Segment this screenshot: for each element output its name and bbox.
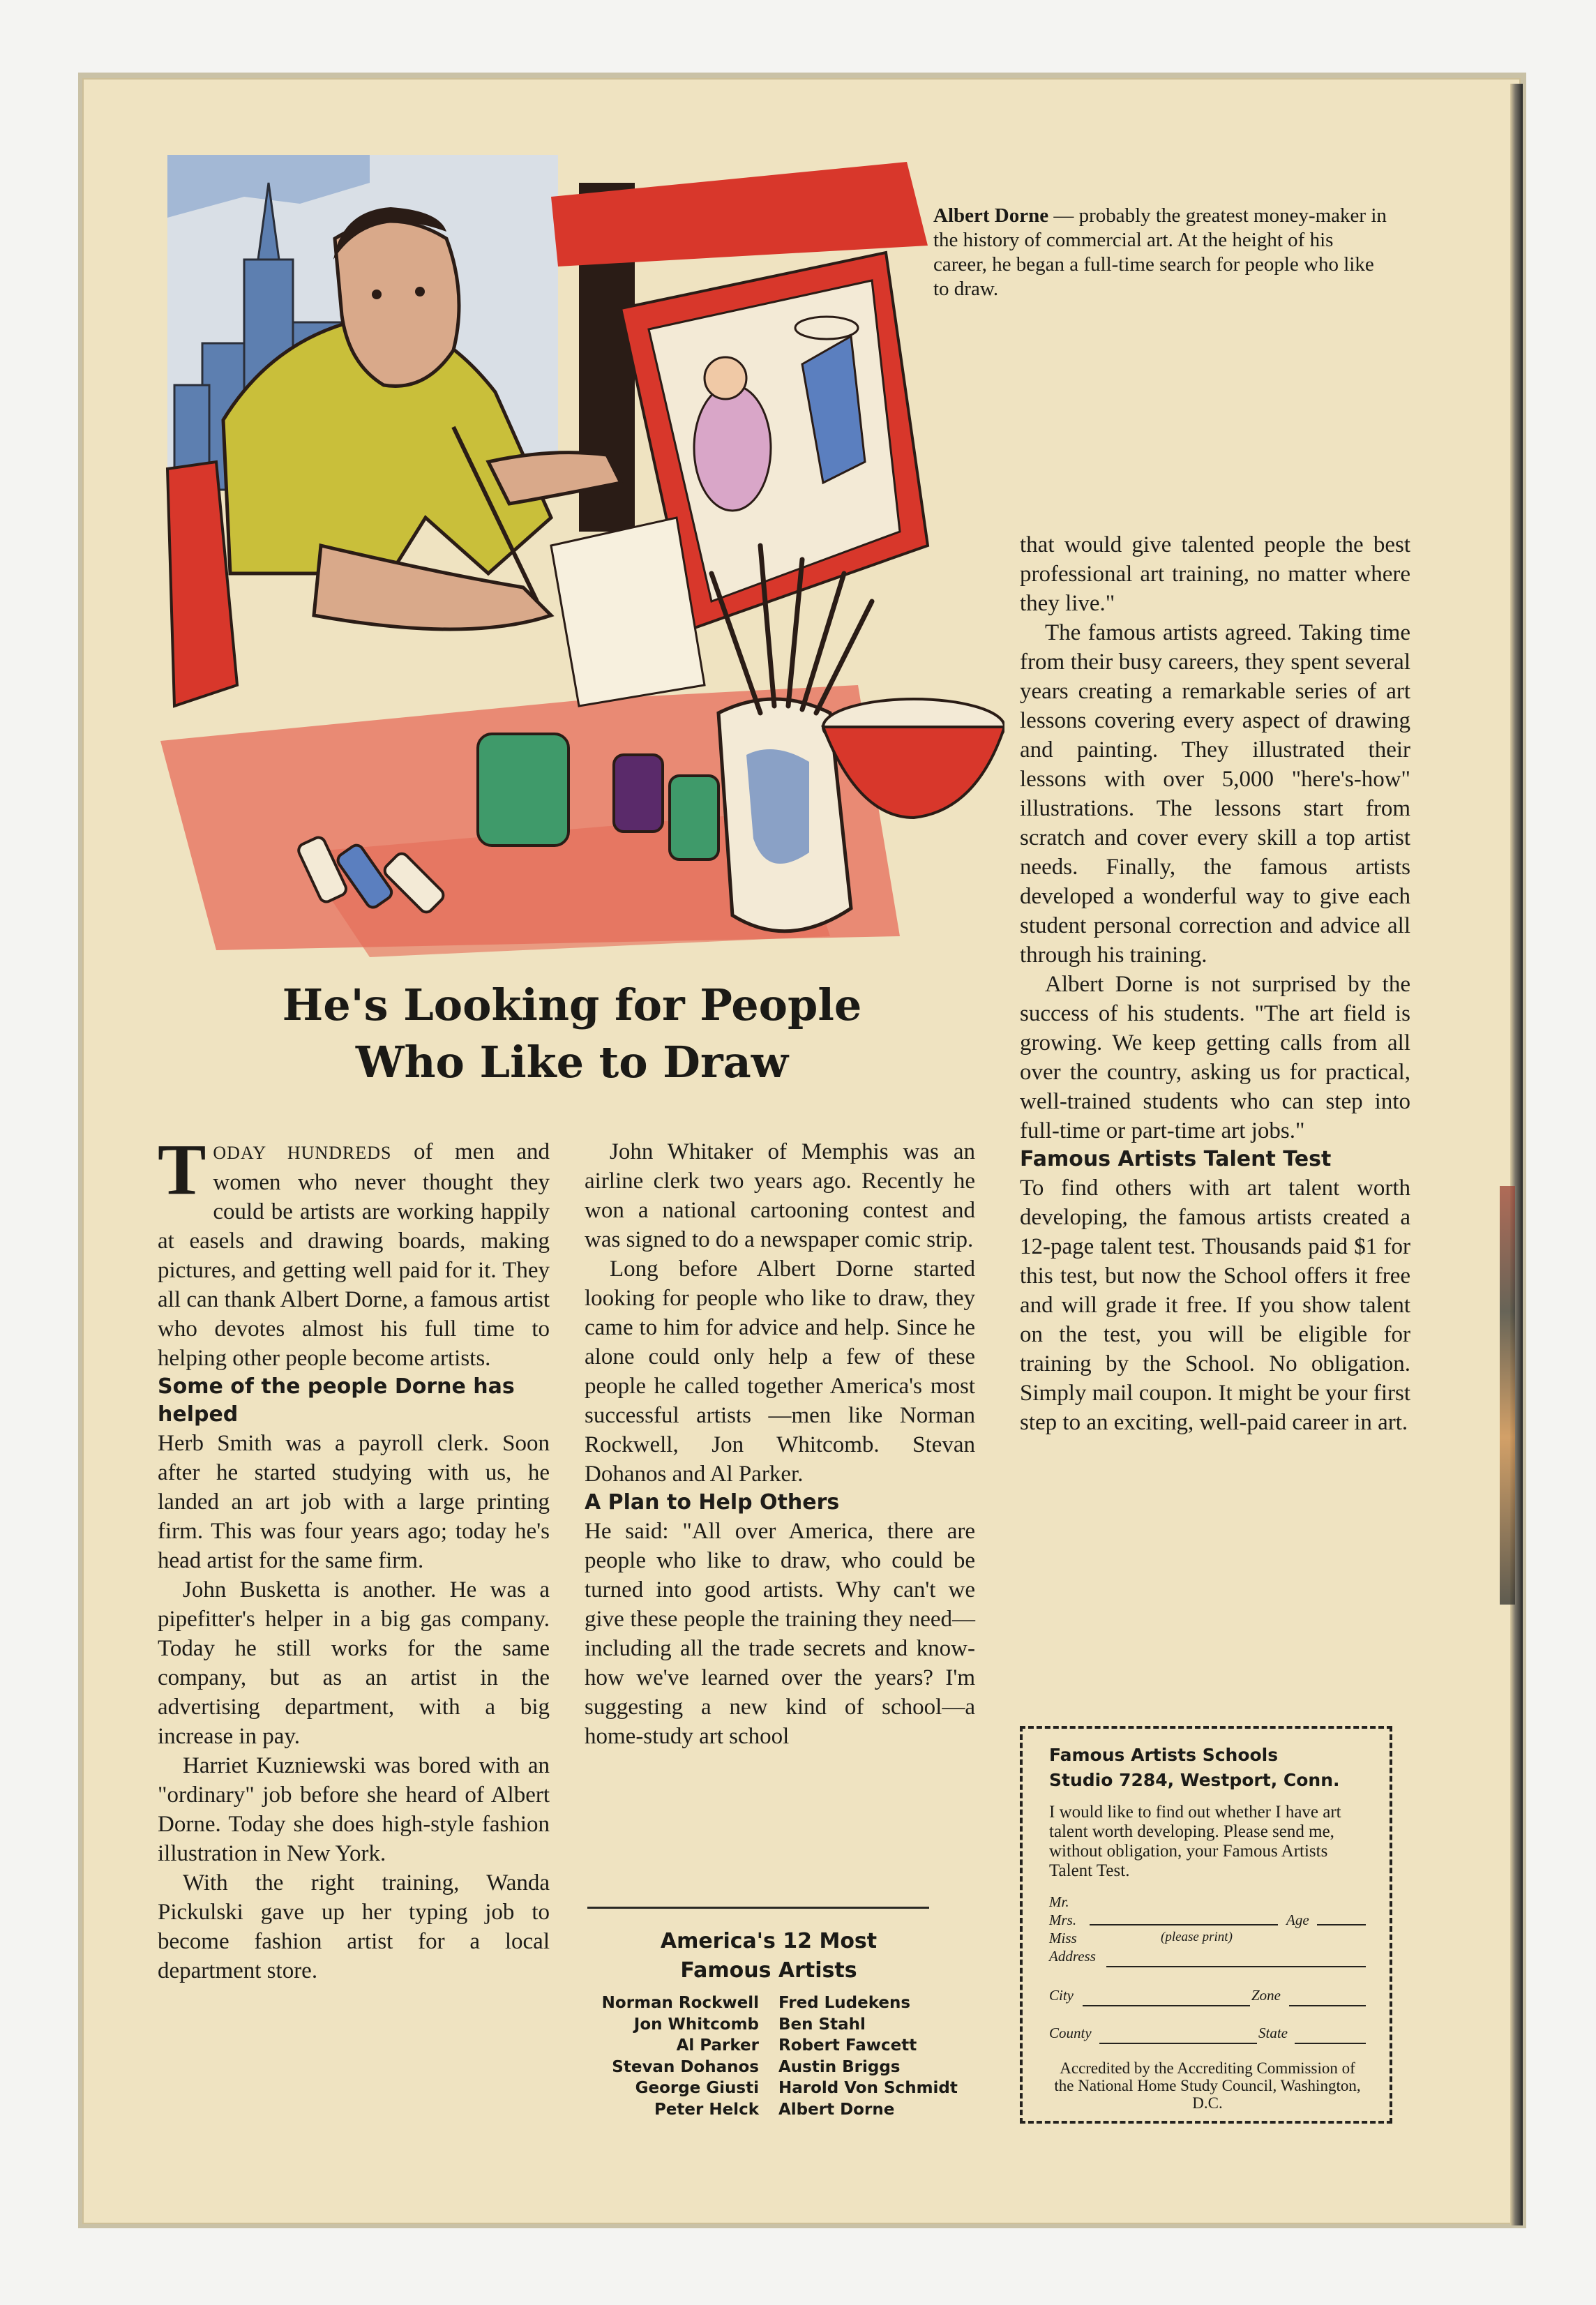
city-line[interactable] [1083, 2005, 1250, 2006]
artist-name: Norman Rockwell [601, 1994, 759, 2012]
artist-names [573, 1992, 964, 2120]
artist-name: Al Parker [676, 2036, 759, 2055]
article-column-3 [1020, 530, 1410, 1437]
headline-line-2: Who Like to Draw [355, 1037, 789, 1088]
coupon-field-miss [1049, 1930, 1366, 1948]
paragraph-harriet-kuzniewski: Harriet Kuzniewski was bored with an "ordinary" job before she heard of Albert Dorne. Today she does high-style fashion illustration in New York. [158, 1753, 550, 1866]
state-line[interactable] [1295, 2043, 1366, 2044]
paragraph-herb-smith: Herb Smith was a payroll clerk. Soon after he started studying with us, he landed an art job with a large printing firm. This was four years ago; today he's head artist for the same firm. [158, 1431, 550, 1573]
coupon-request-text: I would like to find out whether I have art talent worth developing. Please send me, without obligation, your Famous Artists Talent Test. [1049, 1803, 1341, 1880]
artist-name: Austin Briggs [778, 2057, 901, 2076]
artist-name: Harold Von Schmidt [778, 2079, 958, 2097]
page-edge [1510, 84, 1523, 2225]
article-column-1 [158, 1129, 550, 1985]
famous-artists-title [573, 1927, 964, 1985]
coupon-field-county[interactable] [1049, 2025, 1366, 2048]
coupon-header [1049, 1743, 1366, 1793]
headline-line-1: He's Looking for People [282, 979, 862, 1030]
label-state: State [1258, 2025, 1288, 2041]
paragraph-john-busketta: John Busketta is another. He was a pipefitter's helper in a big gas company. Today he still works for the same company, but as an artist in the advertising department, with a big increase in pay. [158, 1577, 550, 1749]
county-line[interactable] [1099, 2043, 1257, 2044]
caption-name: Albert Dorne [933, 204, 1049, 227]
artist-name: Peter Helck [654, 2100, 759, 2119]
paragraph-lessons: The famous artists agreed. Taking time from their busy careers, they spent several years creating a remarkable series of art lessons covering every aspect of drawing and painting. They illustrated their lessons with over 5,000 "here's-how" illustrations. The lessons start from scratch and cover every skill a top artist needs. Finally, the famous artists developed a wonderful way to give each student personal correction and advice all through his training. [1020, 620, 1410, 968]
subhead-plan: A Plan to Help Others [585, 1490, 840, 1515]
label-mr: Mr. [1049, 1893, 1069, 1910]
mail-in-coupon[interactable] [1020, 1726, 1392, 2124]
artist-name: Albert Dorne [778, 2100, 895, 2119]
famous-artists-title-line-2: Famous Artists [680, 1958, 857, 1983]
headline [209, 977, 935, 1091]
artist-name: Fred Ludekens [778, 1994, 911, 2012]
coupon-school-name: Famous Artists Schools [1049, 1745, 1279, 1765]
famous-artists-title-line-1: America's 12 Most [660, 1929, 878, 1953]
lead-caps: ODAY HUNDREDS [213, 1143, 392, 1163]
artist-name: Ben Stahl [778, 2015, 866, 2034]
artist-name: Jon Whitcomb [633, 2015, 759, 2034]
subhead-people-helped: Some of the people Dorne has helped [158, 1374, 515, 1427]
label-zone: Zone [1251, 1987, 1281, 2004]
label-city: City [1049, 1987, 1074, 2004]
label-mrs: Mrs. [1049, 1912, 1077, 1928]
coupon-field-mrs[interactable] [1049, 1912, 1366, 1930]
label-please-print: (please print) [1161, 1930, 1233, 1944]
drop-cap: T [158, 1129, 206, 1210]
paragraph-talent-test: To find others with art talent worth developing, the famous artists created a 12-page talent test. Thousands paid $1 for this test, but now the School offers it free and will grade it free. If you show talent on the test, you will be eligible for training by the School. No obligation. Simply mail coupon. It might be your first step to an exciting, well-paid career in art. [1020, 1176, 1410, 1435]
paragraph-plan: He said: "All over America, there are people who like to draw, who could be turned into good artists. Why can't we give these people the training they need—including all the trade secrets and know-how we've learned over the years? I'm suggesting a new kind of school—a home-study art school [585, 1519, 975, 1749]
illustration-caption [933, 204, 1387, 301]
paragraph-success: Albert Dorne is not surprised by the success of his students. "The art field is growing. We keep getting calls from all over the country, asking us for practical, well-trained students who can step into full-time or part-time art jobs." [1020, 972, 1410, 1143]
coupon-accreditation: Accredited by the Accrediting Commission of the National Home Study Council, Washington, D.C. [1054, 2059, 1361, 2112]
albert-dorne-illustration [160, 155, 1004, 992]
subhead-talent-test: Famous Artists Talent Test [1020, 1147, 1332, 1171]
address-line[interactable] [1106, 1966, 1366, 1967]
label-address: Address [1049, 1948, 1096, 1965]
paragraph-dorne-search: Long before Albert Dorne started looking for people who like to draw, they came to him for advice and help. Since he alone could only help a few of these people he called together America's most successful artists —men like Norman Rockwell, Jon Whitcomb. Stevan Dohanos and Al Parker. [585, 1256, 975, 1487]
intro-paragraph [158, 1129, 550, 1373]
name-line[interactable] [1090, 1924, 1278, 1925]
article-column-2 [585, 1137, 975, 1751]
adjacent-page-sliver [1500, 1186, 1515, 1605]
artist-name: Stevan Dohanos [612, 2057, 759, 2076]
artist-name: George Giusti [635, 2079, 759, 2097]
coupon-field-address[interactable] [1049, 1948, 1366, 1972]
caption-text: — probably the greatest money-maker in the history of commercial art. At the height of his career, he began a full-time search for people who like to draw. [933, 204, 1387, 300]
paragraph-wanda-pickulski: With the right training, Wanda Pickulski gave up her typing job to become fashion artist for a local department store. [158, 1870, 550, 1983]
label-miss: Miss [1049, 1930, 1077, 1946]
label-county: County [1049, 2025, 1092, 2041]
label-age: Age [1286, 1912, 1309, 1928]
famous-artists-box [573, 1927, 964, 2120]
coupon-studio-address: Studio 7284, Westport, Conn. [1049, 1770, 1340, 1790]
age-line[interactable] [1317, 1924, 1366, 1925]
intro-text: of men and women who never thought they could be artists are working happily at easels and drawing boards, making pictures, and getting well paid for it. They all can thank Albert Dorne, a famous artist who devotes almost his full time to helping other people become artists. [158, 1139, 550, 1371]
zone-line[interactable] [1289, 2005, 1366, 2006]
coupon-field-mr [1049, 1893, 1366, 1912]
divider-rule [587, 1907, 929, 1909]
paragraph-john-whitaker: John Whitaker of Memphis was an airline clerk two years ago. Recently he won a national cartooning contest and was signed to do a newspaper comic strip. [585, 1139, 975, 1252]
artist-name: Robert Fawcett [778, 2036, 917, 2055]
paragraph-continuation: that would give talented people the best professional art training, no matter where they live." [1020, 532, 1410, 616]
coupon-field-city[interactable] [1049, 1987, 1366, 2011]
